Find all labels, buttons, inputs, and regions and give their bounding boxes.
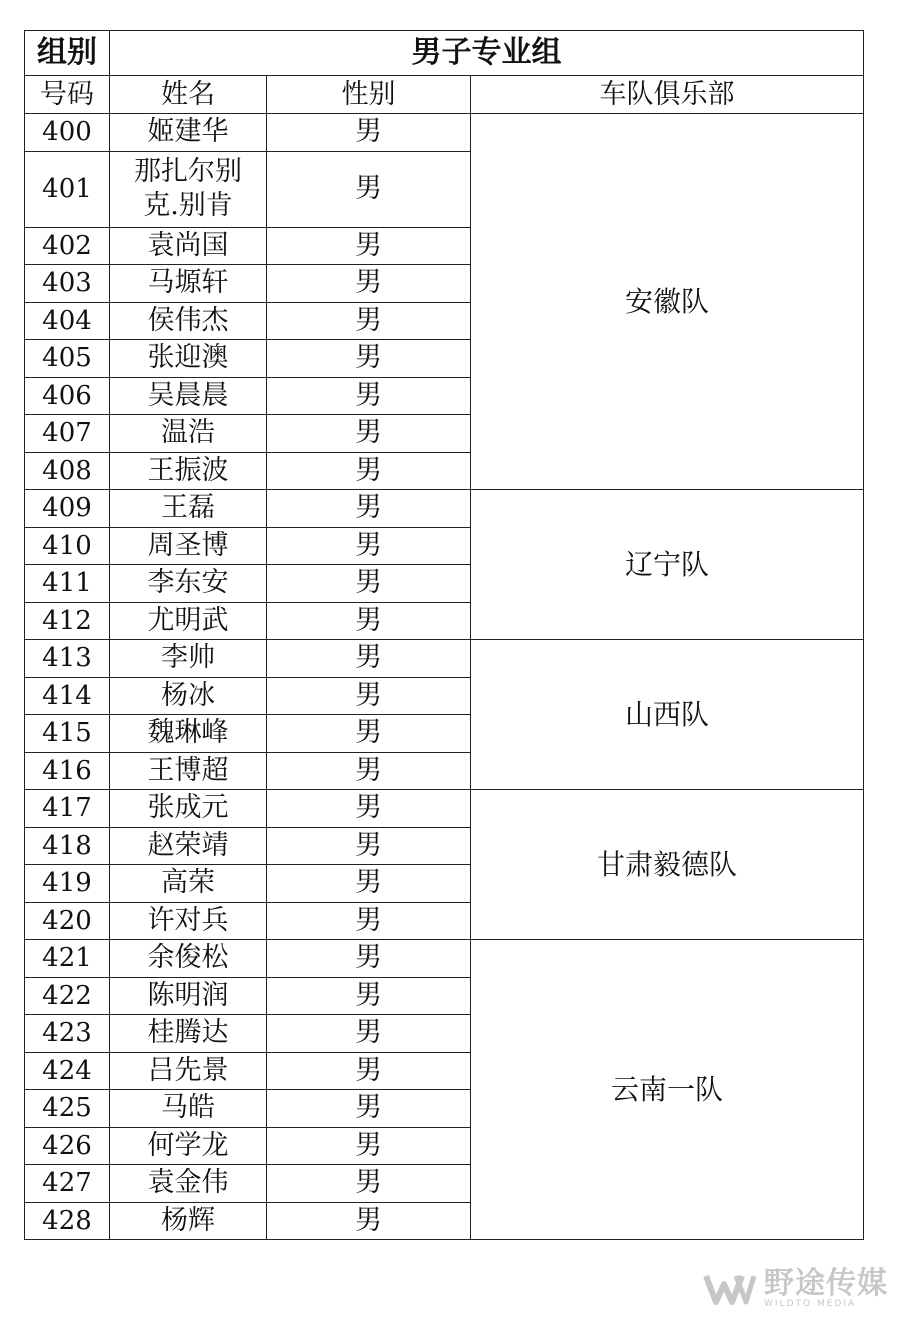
rider-name: 袁金伟 bbox=[110, 1165, 267, 1203]
rider-name: 周圣博 bbox=[110, 527, 267, 565]
column-header-name: 姓名 bbox=[110, 76, 267, 114]
rider-gender: 男 bbox=[267, 602, 471, 640]
rider-number: 411 bbox=[25, 565, 110, 603]
rider-name: 魏琳峰 bbox=[110, 715, 267, 753]
rider-gender: 男 bbox=[267, 640, 471, 678]
column-header-row bbox=[25, 76, 864, 114]
rider-name: 杨冰 bbox=[110, 677, 267, 715]
table-row bbox=[25, 490, 864, 528]
group-label: 组别 bbox=[25, 31, 110, 76]
rider-gender: 男 bbox=[267, 302, 471, 340]
rider-gender: 男 bbox=[267, 565, 471, 603]
rider-number: 426 bbox=[25, 1127, 110, 1165]
column-header-team: 车队俱乐部 bbox=[471, 76, 864, 114]
rider-name: 吕先景 bbox=[110, 1052, 267, 1090]
rider-name: 桂腾达 bbox=[110, 1015, 267, 1053]
rider-number: 406 bbox=[25, 377, 110, 415]
roster-table bbox=[24, 30, 864, 1240]
column-header-gender: 性别 bbox=[267, 76, 471, 114]
rider-gender: 男 bbox=[267, 1165, 471, 1203]
rider-number: 416 bbox=[25, 752, 110, 790]
rider-gender: 男 bbox=[267, 752, 471, 790]
rider-number: 427 bbox=[25, 1165, 110, 1203]
rider-name: 姬建华 bbox=[110, 114, 267, 152]
rider-number: 402 bbox=[25, 227, 110, 265]
rider-number: 408 bbox=[25, 452, 110, 490]
rider-gender: 男 bbox=[267, 265, 471, 303]
group-value: 男子专业组 bbox=[110, 31, 864, 76]
rider-number: 400 bbox=[25, 114, 110, 152]
rider-number: 413 bbox=[25, 640, 110, 678]
rider-gender: 男 bbox=[267, 415, 471, 453]
rider-name: 马塬轩 bbox=[110, 265, 267, 303]
table-row bbox=[25, 640, 864, 678]
rider-number: 415 bbox=[25, 715, 110, 753]
watermark bbox=[702, 1266, 888, 1309]
rider-name: 许对兵 bbox=[110, 902, 267, 940]
rider-name: 张成元 bbox=[110, 790, 267, 828]
rider-number: 418 bbox=[25, 827, 110, 865]
rider-name: 尤明武 bbox=[110, 602, 267, 640]
rider-gender: 男 bbox=[267, 1090, 471, 1128]
rider-gender: 男 bbox=[267, 490, 471, 528]
rider-name: 李东安 bbox=[110, 565, 267, 603]
rider-gender: 男 bbox=[267, 865, 471, 903]
table-row bbox=[25, 790, 864, 828]
rider-name: 张迎澳 bbox=[110, 340, 267, 378]
rider-name: 高荣 bbox=[110, 865, 267, 903]
team-name: 甘肃毅德队 bbox=[471, 790, 864, 940]
rider-name: 陈明润 bbox=[110, 977, 267, 1015]
roster-sheet bbox=[24, 30, 863, 1277]
column-header-number: 号码 bbox=[25, 76, 110, 114]
table-row bbox=[25, 940, 864, 978]
rider-name: 余俊松 bbox=[110, 940, 267, 978]
rider-gender: 男 bbox=[267, 790, 471, 828]
rider-name: 侯伟杰 bbox=[110, 302, 267, 340]
rider-number: 404 bbox=[25, 302, 110, 340]
rider-name: 袁尚国 bbox=[110, 227, 267, 265]
rider-gender: 男 bbox=[267, 1127, 471, 1165]
rider-gender: 男 bbox=[267, 377, 471, 415]
rider-number: 421 bbox=[25, 940, 110, 978]
watermark-text-cn: 野途传媒 bbox=[764, 1266, 888, 1301]
rider-gender: 男 bbox=[267, 977, 471, 1015]
watermark-text-en: WILDTO MEDIA bbox=[764, 1299, 857, 1309]
team-name: 云南一队 bbox=[471, 940, 864, 1240]
rider-name: 王振波 bbox=[110, 452, 267, 490]
rider-name: 杨辉 bbox=[110, 1202, 267, 1240]
rider-gender: 男 bbox=[267, 827, 471, 865]
roster-table-body bbox=[25, 31, 864, 1240]
rider-gender: 男 bbox=[267, 340, 471, 378]
rider-number: 419 bbox=[25, 865, 110, 903]
rider-gender: 男 bbox=[267, 1052, 471, 1090]
rider-name: 何学龙 bbox=[110, 1127, 267, 1165]
rider-number: 401 bbox=[25, 151, 110, 227]
rider-gender: 男 bbox=[267, 677, 471, 715]
rider-number: 417 bbox=[25, 790, 110, 828]
rider-name: 王博超 bbox=[110, 752, 267, 790]
team-name: 安徽队 bbox=[471, 114, 864, 490]
rider-name: 李帅 bbox=[110, 640, 267, 678]
rider-number: 405 bbox=[25, 340, 110, 378]
rider-number: 410 bbox=[25, 527, 110, 565]
rider-number: 403 bbox=[25, 265, 110, 303]
rider-gender: 男 bbox=[267, 452, 471, 490]
rider-gender: 男 bbox=[267, 227, 471, 265]
rider-number: 409 bbox=[25, 490, 110, 528]
rider-number: 423 bbox=[25, 1015, 110, 1053]
rider-number: 420 bbox=[25, 902, 110, 940]
rider-gender: 男 bbox=[267, 151, 471, 227]
rider-number: 412 bbox=[25, 602, 110, 640]
rider-gender: 男 bbox=[267, 940, 471, 978]
group-header-row bbox=[25, 31, 864, 76]
rider-number: 414 bbox=[25, 677, 110, 715]
rider-gender: 男 bbox=[267, 527, 471, 565]
rider-number: 424 bbox=[25, 1052, 110, 1090]
rider-number: 422 bbox=[25, 977, 110, 1015]
rider-gender: 男 bbox=[267, 1202, 471, 1240]
rider-name: 赵荣靖 bbox=[110, 827, 267, 865]
team-name: 山西队 bbox=[471, 640, 864, 790]
rider-name: 温浩 bbox=[110, 415, 267, 453]
rider-number: 428 bbox=[25, 1202, 110, 1240]
rider-gender: 男 bbox=[267, 1015, 471, 1053]
rider-name: 马皓 bbox=[110, 1090, 267, 1128]
rider-name: 吴晨晨 bbox=[110, 377, 267, 415]
rider-number: 407 bbox=[25, 415, 110, 453]
team-name: 辽宁队 bbox=[471, 490, 864, 640]
rider-gender: 男 bbox=[267, 114, 471, 152]
rider-number: 425 bbox=[25, 1090, 110, 1128]
rider-name: 那扎尔别克.别肯 bbox=[110, 151, 267, 227]
table-row bbox=[25, 114, 864, 152]
rider-gender: 男 bbox=[267, 902, 471, 940]
rider-gender: 男 bbox=[267, 715, 471, 753]
wildto-logo-icon bbox=[702, 1270, 758, 1308]
rider-name: 王磊 bbox=[110, 490, 267, 528]
